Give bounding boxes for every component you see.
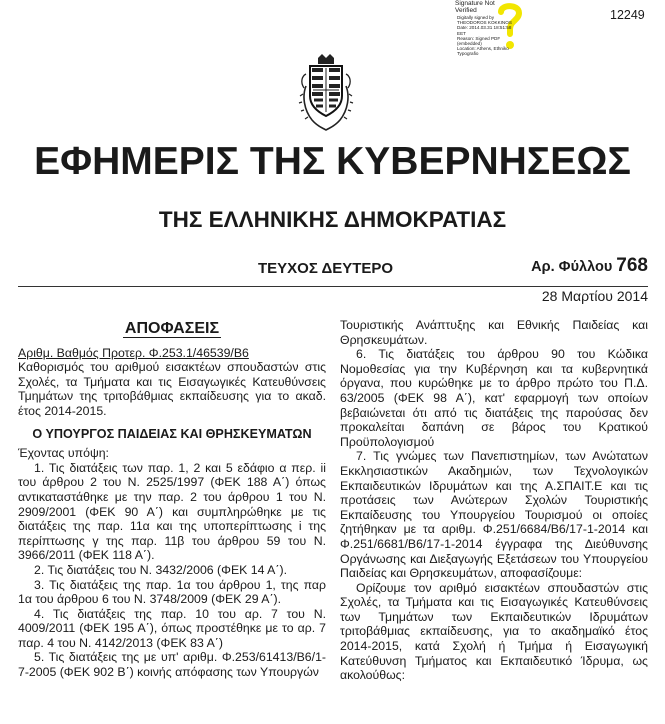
signature-detail-line: Reason: Signed PDF <box>457 35 501 41</box>
having-regard: Έχοντας υπόψη: <box>18 446 109 461</box>
considerations-item: 5. Τις διατάξεις της με υπ' αριθμ. Φ.253/61413/Β6/1-7-2005 (ΦΕΚ 902 Β΄) κοινής απόφασης των Υπουργών <box>18 650 326 680</box>
decision-text: Ορίζουμε τον αριθμό εισακτέων σπουδαστών στις Σχολές, τα Τμήματα και τις Εισαγωγικές Κατευθύνσεις των Τμημάτων των Εκπαιδευτικών Ιδρυμάτων τριτοβάθμιας εκπαίδευσης, για το ακαδημαϊκό έτος 2014-2015, κατά Σχολή ή Τμήμα ή Εισαγωγική Κατεύθυνση Τμήματος και Εκπαιδευτικό Ίδρυμα, ως ακολούθως: <box>340 580 648 683</box>
page-number: 12249 <box>610 8 645 22</box>
issue-sheet-label: Αρ. Φύλλου <box>531 259 613 275</box>
signature-detail-line: THEODOROS KOKKINOS <box>457 20 512 26</box>
considerations-continuation: Τουριστικής Ανάπτυξης και Εθνικής Παιδείας και Θρησκευμάτων. <box>340 318 648 347</box>
digital-signature-block[interactable] <box>455 0 555 56</box>
section-heading <box>18 322 326 337</box>
minister-heading: Ο ΥΠΟΥΡΓΟΣ ΠΑΙΔΕΙΑΣ ΚΑΙ ΘΡΗΣΚΕΥΜΑΤΩΝ <box>32 426 312 441</box>
signature-detail-line: Date: 2014.03.31 18:51:58 <box>457 25 512 31</box>
signature-status-line1: Signature Not <box>455 0 495 7</box>
signature-detail-line: Location: Athens, Ethniko <box>457 46 509 52</box>
issue-date: 28 Μαρτίου 2014 <box>541 288 648 304</box>
considerations-item: 4. Τις διατάξεις της παρ. 10 του αρ. 7 του Ν. 4009/2011 (ΦΕΚ 195 Α΄), όπως προστέθηκε με το αρ. 7 παρ. 4 του Ν. 4142/2013 (ΦΕΚ 83 Α΄) <box>18 606 326 650</box>
issue-series: ΤΕΥΧΟΣ ΔΕΥΤΕΡΟ <box>258 260 394 277</box>
issue-sheet <box>531 255 648 277</box>
decision-reference: Αριθμ. Βαθμός Προτερ. Φ.253.1/46539/Β6 <box>18 345 249 360</box>
signature-details <box>457 15 537 57</box>
issue-sheet-number: 768 <box>616 255 648 276</box>
signature-detail-line: EET <box>457 30 466 36</box>
signature-detail-line: (embedded) <box>457 41 482 47</box>
signature-status-line2: Verified <box>455 7 477 14</box>
greek-coat-of-arms-icon <box>296 48 356 132</box>
section-heading-text: ΑΠΟΦΑΣΕΙΣ <box>124 320 220 337</box>
issue-info-bar <box>18 252 648 287</box>
considerations-item: 1. Τις διατάξεις των παρ. 1, 2 και 5 εδάφιο α περ. ii του άρθρου 2 του Ν. 2525/1997 (ΦΕΚ 188 Α΄) όπως αντικαταστάθηκε με την παρ. 2 του άρθρου 1 του Ν. 2909/2001 (ΦΕΚ 90 Α΄) και συμπληρώθηκε με τις διατάξεις της παρ. 11α και της υποπερίπτωσης i της περίπτωσης γ της παρ. 11β του άρθρου 59 του Ν. 3966/2011 (ΦΕΚ 118 Α΄). <box>18 460 326 563</box>
left-column <box>18 318 326 680</box>
considerations-item: 6. Τις διατάξεις του άρθρου 90 του Κώδικα Νομοθεσίας για την Κυβέρνηση και τα κυβερνητικά όργανα, που κυρώθηκε με το άρθρο πρώτο του Π.Δ. 63/2005 (ΦΕΚ 98 Α΄), κατ' εφαρμογή των οποίων βεβαιώνεται ότι από τις διατάξεις της παρούσας δεν προκαλείται δαπάνη σε βάρος του Κρατικού Προϋπολογισμού <box>340 347 648 449</box>
signature-detail-line: Digitally signed by <box>457 15 495 20</box>
right-column <box>340 318 648 683</box>
considerations-item: 3. Τις διατάξεις της παρ. 1α του άρθρου 1, της παρ 1α του άρθρου 6 του Ν. 3748/2009 (ΦΕΚ 29 Α΄). <box>18 577 326 607</box>
signature-detail-line: Typografio <box>457 51 479 57</box>
gazette-subtitle: ΤΗΣ ΕΛΛΗΝΙΚΗΣ ΔΗΜΟΚΡΑΤΙΑΣ <box>158 207 507 232</box>
decision-subject: Καθορισμός του αριθμού εισακτέων σπουδαστών στις Σχολές, τα Τμήματα και τις Εισαγωγικές Κατευθύνσεις Τμημάτων της τριτοβάθμιας εκπαίδευσης για το ακαδ. έτος 2014-2015. <box>18 360 326 418</box>
gazette-title: ΕΦΗΜΕΡΙΣ ΤΗΣ ΚΥΒΕΡΝΗΣΕΩΣ <box>34 140 631 183</box>
considerations-item: 7. Τις γνώμες των Πανεπιστημίων, των Ανώτατων Εκκλησιαστικών Ακαδημιών, των Τεχνολογικών Εκπαιδευτικών Ιδρυμάτων και της Α.ΣΠΑΙΤ.Ε και τις προτάσεις των Ανώτερων Σχολών Τουριστικής Εκπαίδευσης του Υπουργείου Τουρισμού οι οποίες ζητήθηκαν με τα αριθμ. Φ.251/6684/Β6/17-1-2014 και Φ.251/6681/Β6/17-1-2014 έγγραφα της Διεύθυνσης Οργάνωσης και Διεξαγωγής Εξετάσεων του Υπουργείου Παιδείας και Θρησκευμάτων, αποφασίζουμε: <box>340 449 648 581</box>
considerations-item: 2. Τις διατάξεις του Ν. 3432/2006 (ΦΕΚ 14 Α΄). <box>34 562 287 577</box>
